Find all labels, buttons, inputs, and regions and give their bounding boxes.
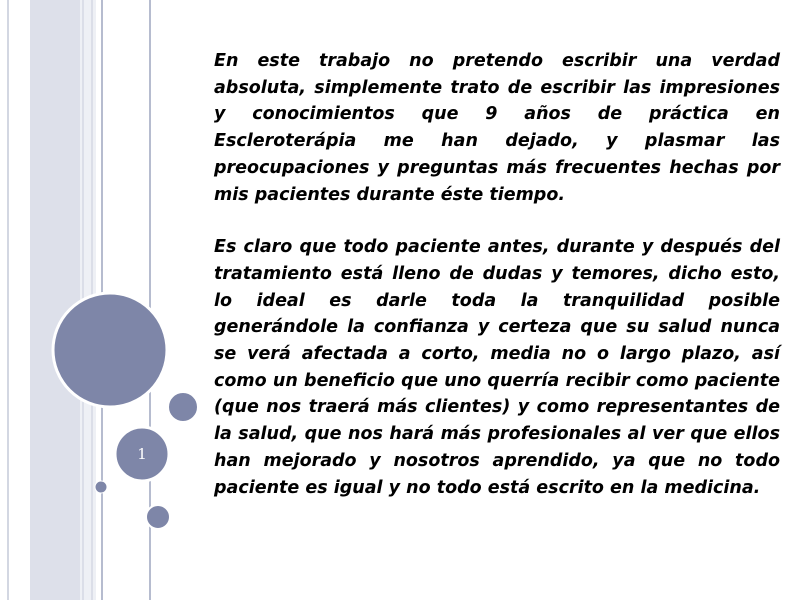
medium-circle bbox=[168, 392, 198, 422]
slide-body bbox=[214, 48, 780, 501]
page-number: 1 bbox=[137, 445, 147, 463]
left-stripe bbox=[30, 0, 80, 600]
tiny-circle bbox=[95, 481, 107, 493]
paragraph-intro: En este trabajo no pretendo escribir una verdad absoluta, simplemente trato de escribir las impresiones y conocimientos que 9 años de práctica en Escleroterápia me han dejado, y plasmar las preocupaciones y preguntas más frecuentes hechas por mis pacientes durante éste tiempo. bbox=[214, 51, 780, 205]
paragraph-patients: Es claro que todo paciente antes, durante y después del tratamiento está lleno de dudas y temores, dicho esto, lo ideal es darle toda la tranquilidad posible generándole la confianza y certeza que su salud nunca se verá afectada a corto, media no o largo plazo, así como un beneficio que uno querría recibir como paciente (que nos traerá más clientes) y como representantes de la salud, que nos hará más profesionales al ver que ellos han mejorado y nosotros aprendido, ya que no todo paciente es igual y no todo está escrito en la medicina. bbox=[214, 237, 780, 498]
small-circle bbox=[146, 505, 170, 529]
large-circle bbox=[53, 293, 167, 407]
